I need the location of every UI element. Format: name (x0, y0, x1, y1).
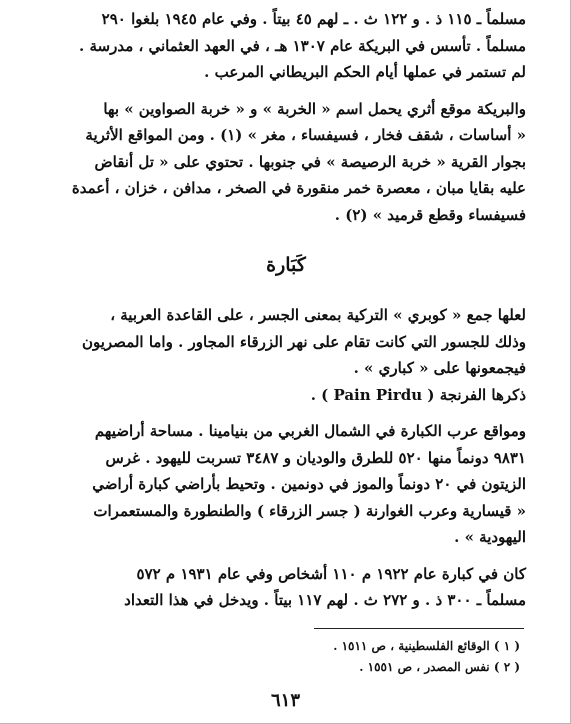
footnotes (333, 636, 520, 678)
text-line: بجوار القرية « خربة الرصيصة » في جنوبها . تحتوي على « تل أنقاض (94, 152, 526, 171)
paragraph-5 (46, 561, 526, 614)
text-line: ٩٨٣١ دونماً منها ٥٢٠ للطرق والوديان و ٣٤٨٧ تسربت لليهود . غرس (105, 448, 526, 467)
text-line: فسيفساء وقطع قرميد » (٢) . (334, 205, 526, 224)
body-text (46, 6, 526, 614)
paragraph-3 (46, 302, 526, 408)
paragraph-4 (46, 418, 526, 551)
text-line: مسلماً ـ ١١٥ ذ . و ١٢٢ ث . ـ لهم ٤٥ بيتاً . وفي عام ١٩٤٥ بلغوا ٢٩٠ (101, 10, 526, 28)
text-line: « قيسارية وعرب الغوارنة ( جسر الزرقاء ) والطنطورة والمستعمرات (93, 501, 526, 520)
section-title: كَبَارة (266, 254, 306, 276)
text-line: الزيتون في ٢٠ دونماً والموز في دونمين . وتحيط بأراضي كبارة أراضي (92, 475, 526, 493)
text-line: كان في كبارة عام ١٩٢٢ م ١١٠ أشخاص وفي عام ١٩٣١ م ٥٧٢ (136, 564, 526, 583)
page-number: ٦١٣ (270, 690, 300, 711)
text-line: اليهودية » . (454, 528, 526, 546)
text-line: وذلك للجسور التي كانت تقام على نهر الزرقاء المجاور . واما المصريون (81, 332, 526, 351)
text-line: ذكرها الفرنجة ( Pain Pirdu ) . (310, 385, 526, 404)
footnote-divider (314, 628, 524, 629)
text-line: مسلماً . تأسس في البريكة عام ١٣٠٧ هـ ، في العهد العثماني ، مدرسة . (79, 36, 526, 55)
text-line: لعلها جمع « كوبري » التركية بمعنى الجسر ، على القاعدة العربية ، (110, 306, 526, 324)
paragraph-1 (46, 6, 526, 86)
footnote-2: ( ٢ ) نفس المصدر ، ص ١٥٥١ . (359, 660, 520, 674)
text-line: فيجمعونها على « كباري » . (353, 359, 526, 377)
text-line: « أساسات ، شقف فخار ، فسيفساء ، مغر » (١) . ومن المواقع الأثرية (85, 126, 526, 144)
text-line: ومواقع عرب الكبارة في الشمال الغربي من بنيامينا . مساحة أراضيهم (94, 422, 526, 440)
text-line: لم تستمر في عملها أيام الحكم البريطاني المرعب . (204, 63, 526, 81)
text-line: والبريكة موقع أثري يحمل اسم « الخربة » و « خربة الصواوين » بها (103, 99, 526, 118)
text-line: عليه بقايا مبان ، معصرة خمر منقورة في الصخر ، مدافن ، خزان ، أعمدة (71, 179, 526, 197)
text-line: مسلماً ـ ٣٠٠ ذ . و ٢٧٢ ث . لهم ١١٧ بيتاً . ويدخل في هذا التعداد (124, 591, 526, 609)
footnote-1: ( ١ ) الوقائع الفلسطينية ، ص ١٥١١ . (333, 639, 520, 653)
paragraph-2 (46, 96, 526, 229)
